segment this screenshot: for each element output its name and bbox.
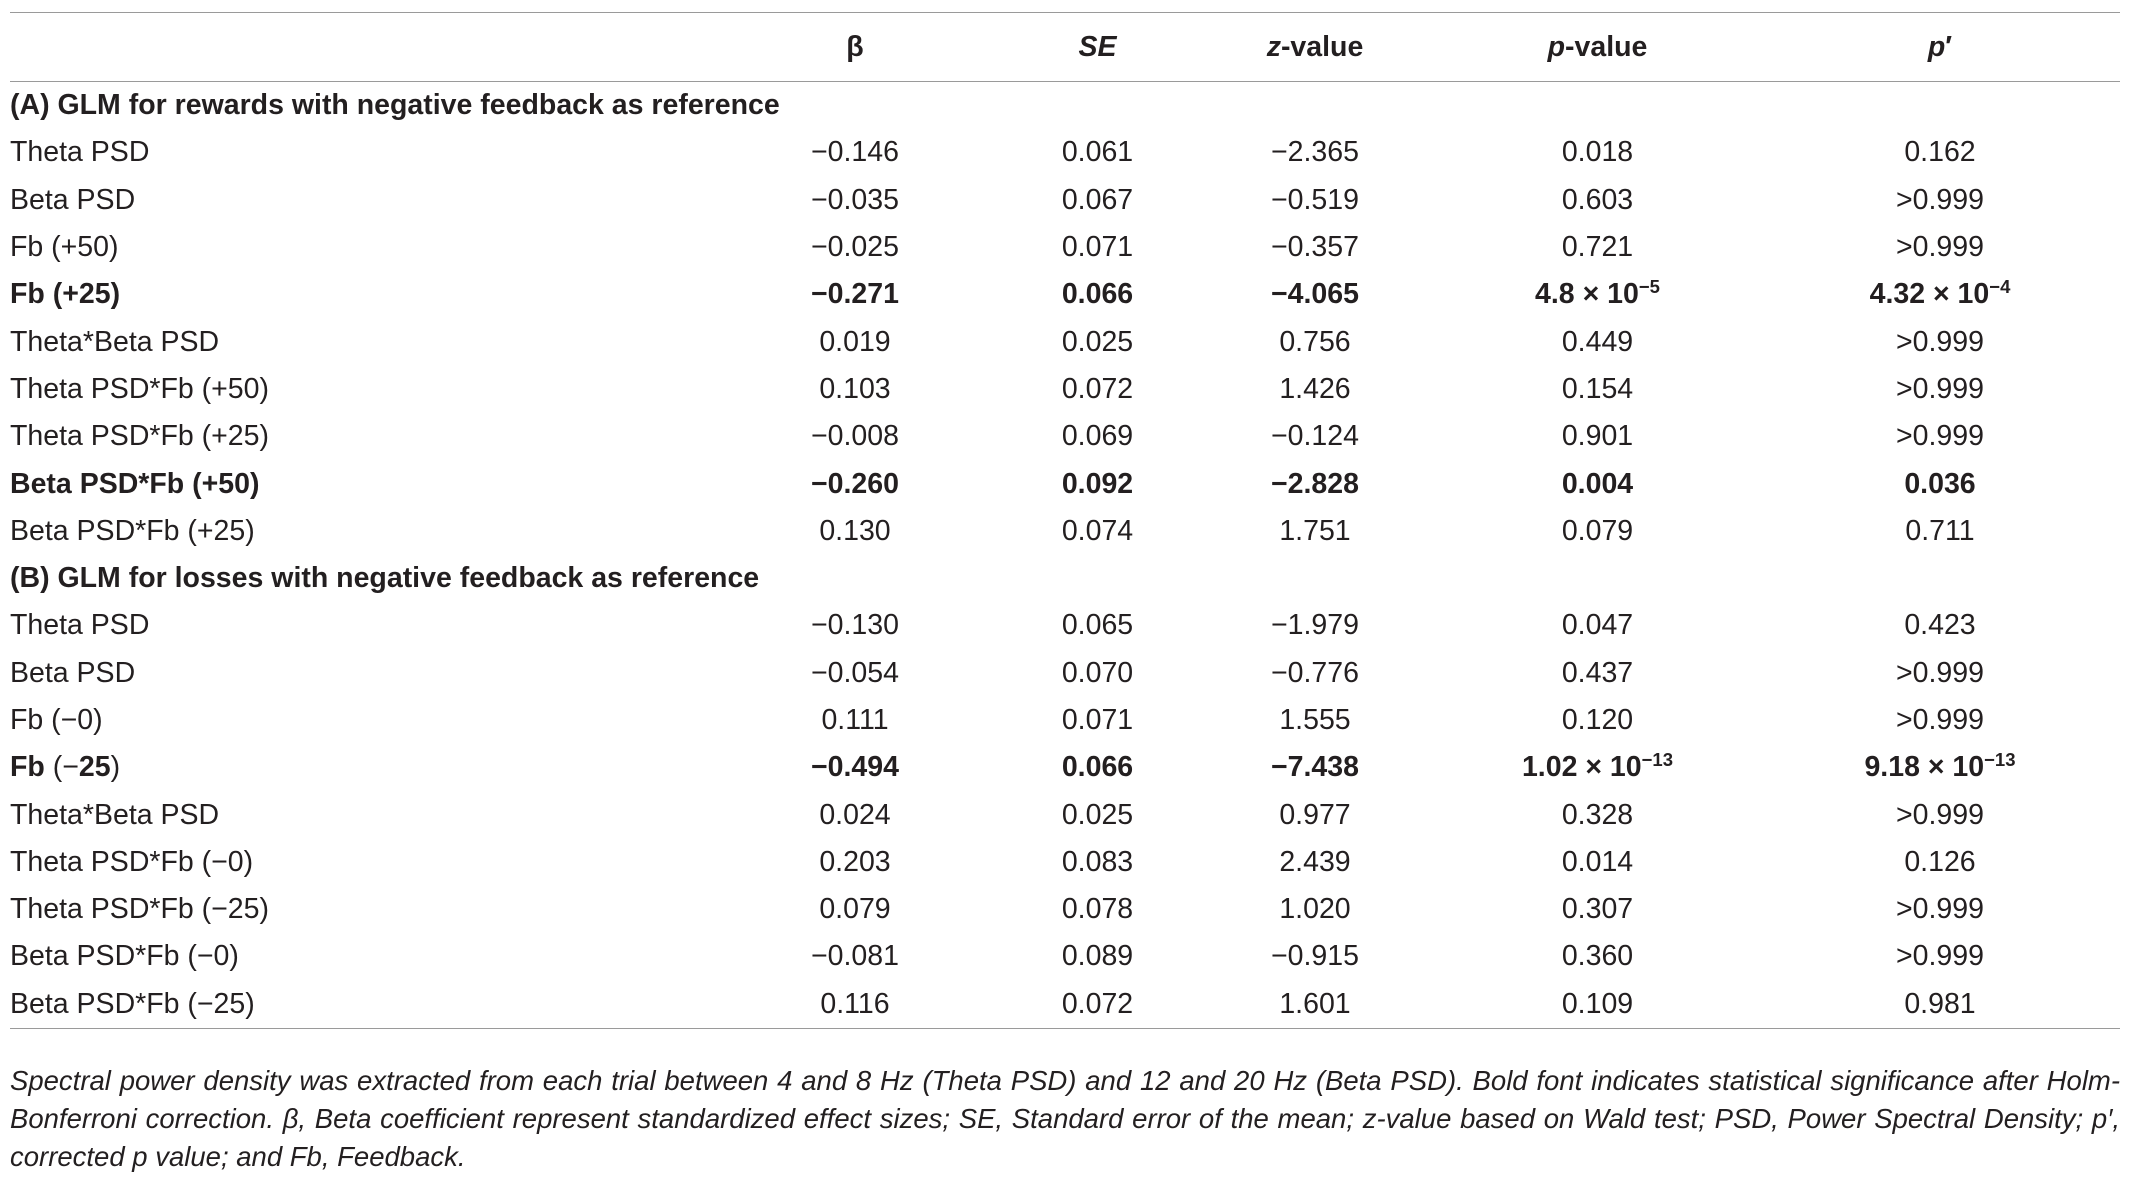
p-cell: 0.004	[1561, 467, 1634, 500]
header-z-value: z-value	[1266, 30, 1364, 63]
header-p-prime: p′	[1927, 30, 1953, 63]
beta-cell: −0.146	[811, 136, 899, 169]
row-label: Theta PSD	[10, 609, 150, 642]
row-label: Fb (+25)	[10, 278, 121, 311]
se-cell: 0.071	[1061, 704, 1134, 736]
z-cell: −0.915	[1271, 940, 1359, 973]
z-cell: −0.776	[1271, 656, 1359, 689]
beta-cell: 0.079	[819, 893, 891, 926]
table-row	[10, 366, 2120, 413]
beta-cell: 0.203	[819, 845, 891, 878]
p-prime-cell: >0.999	[1896, 798, 1984, 831]
z-cell: −0.124	[1271, 420, 1359, 453]
se-cell: 0.025	[1061, 798, 1134, 831]
table-row-significant	[10, 460, 2120, 507]
table-row	[10, 413, 2120, 460]
table-footnote: Spectral power density was extracted from each trial between 4 and 8 Hz (Theta PSD) and 12 and 20 Hz (Beta PSD). Bold font indicates statistical significance after Holm-Bonferroni correction. β, Beta coefficient represent standardized effect sizes; SE, Standard error of the mean; z-value based on Wald test; PSD, Power Spectral Density; p′, corrected p value; and Fb, Feedback.	[10, 1065, 2120, 1172]
p-cell: 0.018	[1561, 136, 1634, 169]
beta-cell: −0.025	[811, 231, 899, 264]
se-cell: 0.089	[1061, 940, 1134, 973]
table-row	[10, 508, 2120, 555]
beta-cell: 0.130	[819, 514, 891, 547]
row-label: Beta PSD*Fb (+25)	[10, 514, 255, 547]
table-row	[10, 129, 2120, 176]
beta-cell: 0.111	[821, 704, 889, 736]
beta-cell: 0.024	[819, 798, 891, 831]
z-cell: −0.357	[1271, 231, 1359, 264]
p-cell: 0.109	[1561, 987, 1634, 1020]
z-cell: −2.365	[1271, 136, 1359, 169]
table-row-significant	[10, 744, 2120, 791]
beta-cell: −0.035	[811, 183, 899, 216]
se-cell: 0.025	[1061, 325, 1134, 358]
table-row	[10, 177, 2120, 224]
header-beta: β	[846, 30, 864, 63]
p-prime-cell: 0.126	[1904, 845, 1976, 878]
section-b-heading: (B) GLM for losses with negative feedback as reference	[10, 562, 760, 595]
z-cell: 0.977	[1279, 798, 1351, 831]
table-row-significant	[10, 271, 2120, 318]
se-cell: 0.061	[1061, 136, 1134, 169]
beta-cell: −0.260	[811, 467, 899, 500]
row-label: Beta PSD*Fb (+50)	[10, 467, 260, 500]
p-cell: $1.02 \times 10^{-13}$	[1521, 749, 1674, 784]
p-cell: $4.8 \times 10^{-5}$	[1535, 276, 1660, 311]
row-label: Theta*Beta PSD	[10, 325, 220, 358]
table-row	[10, 839, 2120, 886]
z-cell: 1.751	[1279, 514, 1351, 547]
header-row	[10, 13, 2120, 82]
z-cell: 1.020	[1279, 893, 1351, 926]
se-cell: 0.069	[1061, 420, 1134, 453]
beta-cell: 0.103	[819, 372, 891, 405]
p-prime-cell: >0.999	[1896, 420, 1984, 453]
z-cell: 1.555	[1279, 704, 1351, 736]
beta-cell: −0.081	[811, 940, 899, 973]
table-row	[10, 602, 2120, 649]
p-prime-cell: 0.162	[1904, 136, 1976, 169]
table-row	[10, 791, 2120, 838]
header-p-value: p-value	[1547, 30, 1648, 63]
table-row	[10, 697, 2120, 744]
p-cell: 0.449	[1561, 325, 1634, 358]
p-prime-cell: >0.999	[1896, 372, 1984, 405]
row-label: Beta PSD*Fb (−0)	[10, 940, 239, 973]
se-cell: 0.071	[1061, 231, 1134, 264]
p-cell: 0.721	[1561, 231, 1634, 264]
table-row	[10, 318, 2120, 365]
p-prime-cell: >0.999	[1896, 893, 1984, 926]
se-cell: 0.070	[1061, 656, 1134, 689]
z-cell: −4.065	[1271, 278, 1359, 311]
se-cell: 0.066	[1061, 278, 1134, 311]
se-cell: 0.072	[1061, 987, 1134, 1020]
row-label: Theta PSD*Fb (+50)	[10, 372, 269, 405]
p-cell: 0.154	[1561, 372, 1634, 405]
header-blank	[10, 13, 710, 82]
table-row	[10, 981, 2120, 1029]
p-prime-cell: 0.423	[1904, 609, 1976, 642]
se-cell: 0.065	[1061, 609, 1134, 642]
beta-cell: −0.271	[811, 278, 899, 311]
beta-cell: 0.116	[820, 987, 890, 1020]
p-cell: 0.901	[1561, 420, 1634, 453]
p-prime-cell: >0.999	[1896, 231, 1984, 264]
p-cell: 0.047	[1561, 609, 1634, 642]
row-label: Theta PSD	[10, 136, 150, 169]
row-label: Theta PSD*Fb (+25)	[10, 420, 269, 453]
p-prime-cell: $4.32 \times 10^{-4}$	[1869, 276, 2011, 311]
beta-cell: −0.130	[811, 609, 899, 642]
p-cell: 0.120	[1561, 704, 1634, 736]
z-cell: −1.979	[1271, 609, 1359, 642]
p-prime-cell: >0.999	[1896, 183, 1984, 216]
row-label: Theta PSD*Fb (−0)	[10, 845, 254, 878]
p-cell: 0.360	[1561, 940, 1634, 973]
table-row	[10, 224, 2120, 271]
p-cell: 0.079	[1561, 514, 1634, 547]
p-cell: 0.603	[1561, 183, 1634, 216]
beta-cell: −0.054	[811, 656, 899, 689]
row-label: Theta PSD*Fb (−25)	[10, 893, 269, 926]
se-cell: 0.092	[1061, 467, 1134, 500]
row-label: Beta PSD	[10, 183, 136, 216]
glm-results-table	[10, 12, 2120, 1029]
se-cell: 0.083	[1061, 845, 1134, 878]
p-cell: 0.307	[1561, 893, 1634, 926]
p-prime-cell: $9.18 \times 10^{-13}$	[1864, 749, 2016, 784]
z-cell: 1.601	[1279, 987, 1351, 1020]
table-row	[10, 933, 2120, 980]
table-row	[10, 650, 2120, 697]
p-prime-cell: >0.999	[1896, 940, 1984, 973]
row-label: Fb (−25)	[10, 751, 121, 784]
section-a-heading: (A) GLM for rewards with negative feedback as reference	[10, 89, 780, 122]
p-prime-cell: 0.711	[1905, 514, 1975, 547]
p-prime-cell: >0.999	[1896, 656, 1984, 689]
se-cell: 0.067	[1061, 183, 1134, 216]
z-cell: 1.426	[1279, 372, 1351, 405]
z-cell: 0.756	[1279, 325, 1351, 358]
se-cell: 0.066	[1061, 751, 1134, 784]
p-prime-cell: >0.999	[1896, 704, 1984, 736]
beta-cell: −0.494	[811, 751, 899, 784]
header-se: SE	[1078, 30, 1117, 63]
se-cell: 0.078	[1061, 893, 1134, 926]
row-label: Fb (+50)	[10, 231, 119, 264]
se-cell: 0.072	[1061, 372, 1134, 405]
p-cell: 0.014	[1561, 845, 1634, 878]
p-cell: 0.437	[1561, 656, 1634, 689]
beta-cell: 0.019	[819, 325, 891, 358]
z-cell: −0.519	[1271, 183, 1359, 216]
se-cell: 0.074	[1061, 514, 1134, 547]
row-label: Beta PSD	[10, 656, 136, 689]
row-label: Theta*Beta PSD	[10, 798, 220, 831]
beta-cell: −0.008	[811, 420, 899, 453]
row-label: Beta PSD*Fb (−25)	[10, 987, 255, 1020]
z-cell: −2.828	[1271, 467, 1359, 500]
row-label: Fb (−0)	[10, 704, 103, 736]
p-prime-cell: >0.999	[1896, 325, 1984, 358]
p-prime-cell: 0.981	[1904, 987, 1976, 1020]
z-cell: −7.438	[1271, 751, 1359, 784]
table-row	[10, 886, 2120, 933]
p-prime-cell: 0.036	[1904, 467, 1976, 500]
z-cell: 2.439	[1279, 845, 1351, 878]
p-cell: 0.328	[1561, 798, 1634, 831]
